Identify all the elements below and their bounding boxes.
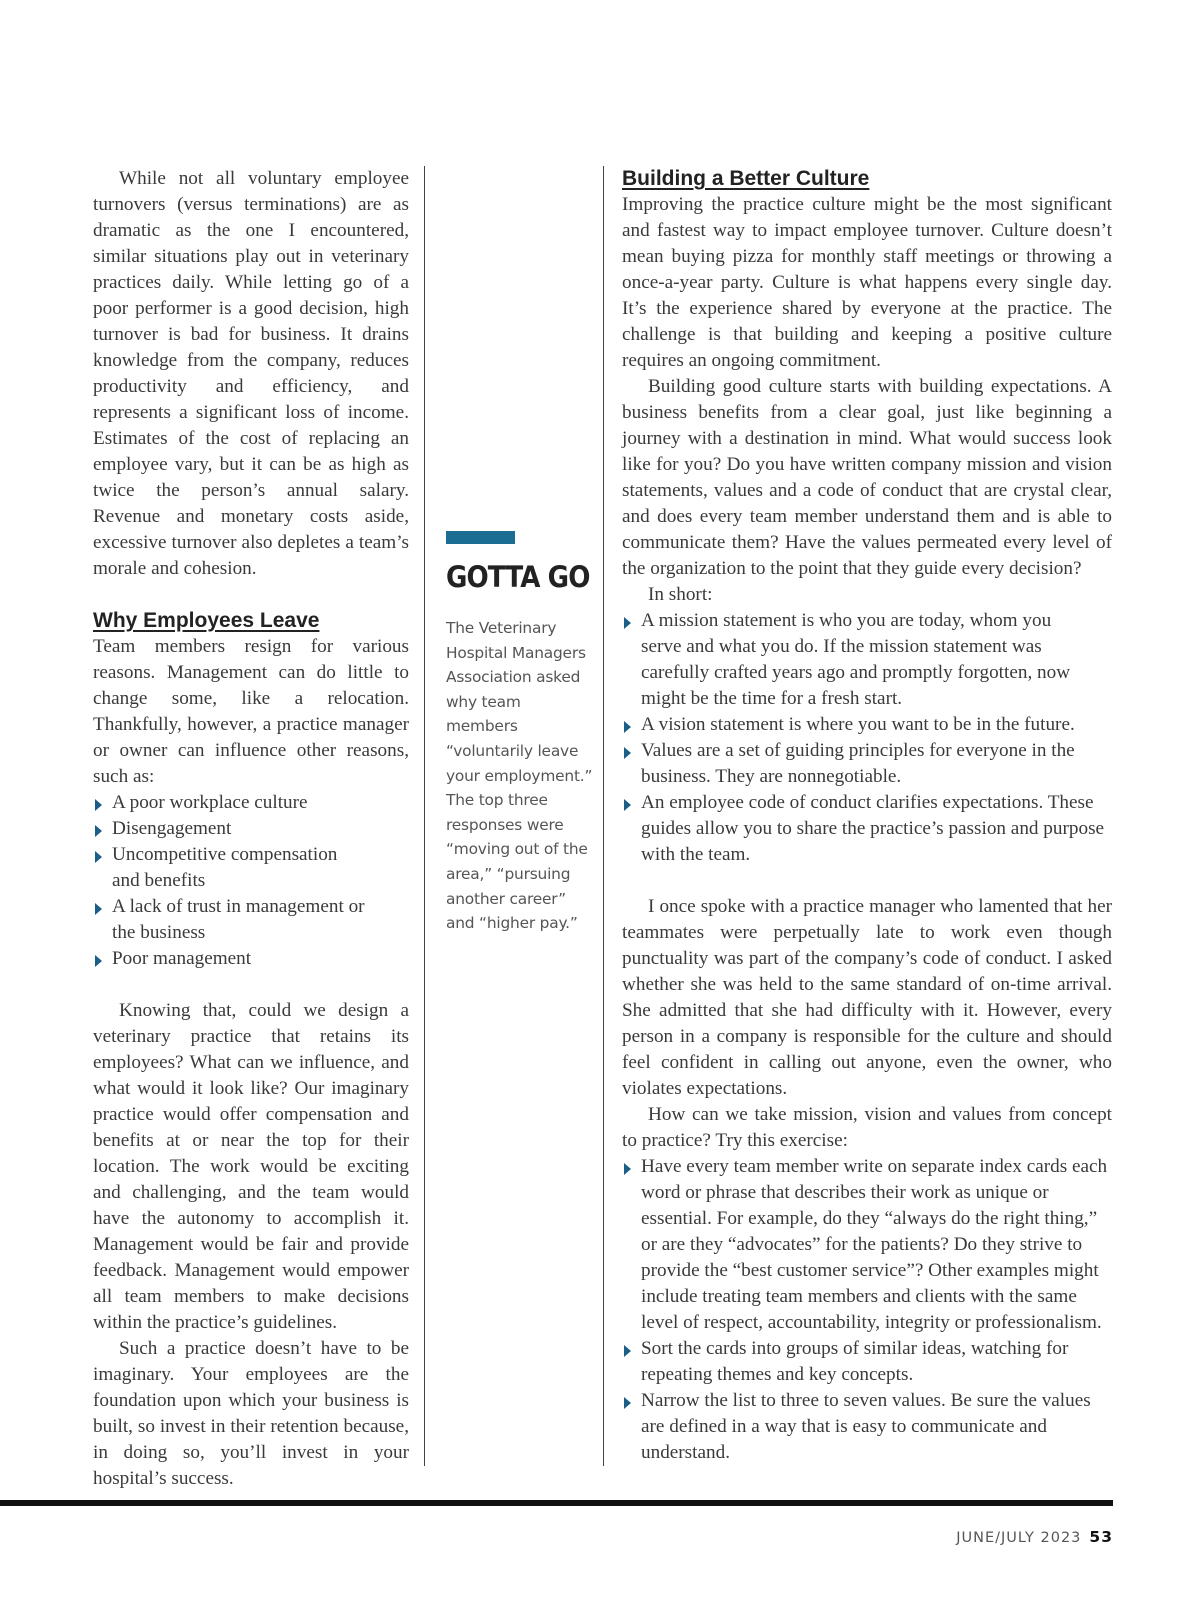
- bullet-triangle-icon: [624, 799, 631, 811]
- list-item: Uncompetitive compensation and benefits: [93, 842, 409, 894]
- list-item: Sort the cards into groups of similar ideas, watching for repeating themes and key concepts.: [622, 1336, 1112, 1388]
- bullet-triangle-icon: [95, 851, 102, 863]
- bullet-triangle-icon: [95, 903, 102, 915]
- list-item: An employee code of conduct clarifies expectations. These guides allow you to share the practice’s passion and purpose with the team.: [622, 790, 1112, 868]
- list-item: Values are a set of guiding principles for everyone in the business. They are nonnegotiable.: [622, 738, 1112, 790]
- list-item: Have every team member write on separate index cards each word or phrase that describes their work as unique or essential. For example, do they “always do the right thing,” or are they “advocates” for the patients? Do they strive to provide the “best customer service”? Other examples might include treating team members and clients with the same level of respect, accountability, integrity or professionalism.: [622, 1154, 1112, 1336]
- column-divider: [603, 166, 604, 1466]
- sidebar-text: The Veterinary Hospital Managers Association asked why team members “voluntarily leave your employment.” The top three responses were “moving out of the area,” “pursuing another career” and “higher pay.”: [446, 619, 593, 933]
- right-column: [622, 166, 1112, 1466]
- reasons-intro-paragraph: Team members resign for various reasons. Management can do little to change some, like a relocation. Thankfully, however, a practice manager or owner can influence other reasons, such as:: [93, 636, 409, 787]
- bullet-triangle-icon: [624, 617, 631, 629]
- list-item: Disengagement: [93, 816, 409, 842]
- bullet-triangle-icon: [95, 799, 102, 811]
- list-item: A mission statement is who you are today, whom you serve and what you do. If the mission statement was carefully crafted years ago and promptly forgotten, now might be the time for a fresh start.: [622, 608, 1112, 712]
- section-heading-why-employees-leave: Why Employees Leave: [93, 609, 320, 632]
- page-footer: [956, 1528, 1113, 1546]
- closing-paragraph: Such a practice doesn’t have to be imaginary. Your employees are the foundation upon which your business is built, so invest in their retention because, in doing so, you’ll invest in your hospital’s success.: [93, 1338, 409, 1489]
- design-paragraph: Knowing that, could we design a veterinary practice that retains its employees? What can we influence, and what would it look like? Our imaginary practice would offer compensation and benefits at or near the top for their location. The work would be exciting and challenging, and the team would have the autonomy to accomplish it. Management would be fair and provide feedback. Management would empower all team members to make decisions within the practice’s guidelines.: [93, 1000, 409, 1333]
- bullet-triangle-icon: [624, 747, 631, 759]
- reasons-list: [93, 790, 409, 972]
- sidebar-accent-bar: [446, 531, 515, 544]
- in-short-label: In short:: [648, 584, 713, 605]
- section-heading-building-culture: Building a Better Culture: [622, 167, 870, 190]
- culture-paragraph-3: I once spoke with a practice manager who lamented that her teammates were perpetually late to work even though punctuality was part of the company’s code of conduct. I asked whether she was held to the same standard of on-time arrival. She admitted that she had difficulty with it. However, every person in a company is responsible for the culture and should feel confident in calling out anyone, even the owner, who violates expectations.: [622, 896, 1112, 1099]
- bullet-triangle-icon: [624, 721, 631, 733]
- culture-paragraph-2: Building good culture starts with building expectations. A business benefits from a clear goal, just like beginning a journey with a destination in mind. What would success look like for you? Do you have written company mission and vision statements, values and a code of conduct that are crystal clear, and does every team member understand them and is able to communicate them? Have the values permeated every level of the organization to the point that they guide every decision?: [622, 376, 1112, 579]
- bullet-triangle-icon: [95, 825, 102, 837]
- bullet-triangle-icon: [624, 1397, 631, 1409]
- bullet-triangle-icon: [624, 1163, 631, 1175]
- left-column: [93, 166, 409, 1492]
- list-item: A poor workplace culture: [93, 790, 409, 816]
- intro-paragraph: While not all voluntary employee turnovers (versus terminations) are as dramatic as the one I encountered, similar situations play out in veterinary practices daily. While letting go of a poor performer is a good decision, high turnover is bad for business. It drains knowledge from the company, reduces productivity and efficiency, and represents a significant loss of income. Estimates of the cost of replacing an employee vary, but it can be as high as twice the person’s annual salary. Revenue and monetary costs aside, excessive turnover also depletes a team’s morale and cohesion.: [93, 168, 409, 579]
- sidebar-title: GOTTA GO: [446, 560, 590, 594]
- list-item: Narrow the list to three to seven values. Be sure the values are defined in a way that is easy to communicate and understand.: [622, 1388, 1112, 1466]
- in-short-list: [622, 608, 1112, 868]
- list-item: A vision statement is where you want to be in the future.: [622, 712, 1112, 738]
- bullet-triangle-icon: [624, 1345, 631, 1357]
- exercise-list: [622, 1154, 1112, 1466]
- column-divider: [424, 166, 425, 1466]
- list-item: Poor management: [93, 946, 409, 972]
- culture-paragraph-4: How can we take mission, vision and values from concept to practice? Try this exercise:: [622, 1104, 1112, 1151]
- bullet-triangle-icon: [95, 955, 102, 967]
- culture-paragraph-1: Improving the practice culture might be the most significant and fastest way to impact employee turnover. Culture doesn’t mean buying pizza for monthly staff meetings or throwing a once-a-year party. Culture is what happens every single day. It’s the experience shared by everyone at the practice. The challenge is that building and keeping a positive culture requires an ongoing commitment.: [622, 194, 1112, 371]
- issue-date: JUNE/JULY 2023: [956, 1530, 1082, 1546]
- footer-rule: [0, 1500, 1113, 1506]
- page-number: 53: [1089, 1528, 1113, 1546]
- list-item: A lack of trust in management or the business: [93, 894, 409, 946]
